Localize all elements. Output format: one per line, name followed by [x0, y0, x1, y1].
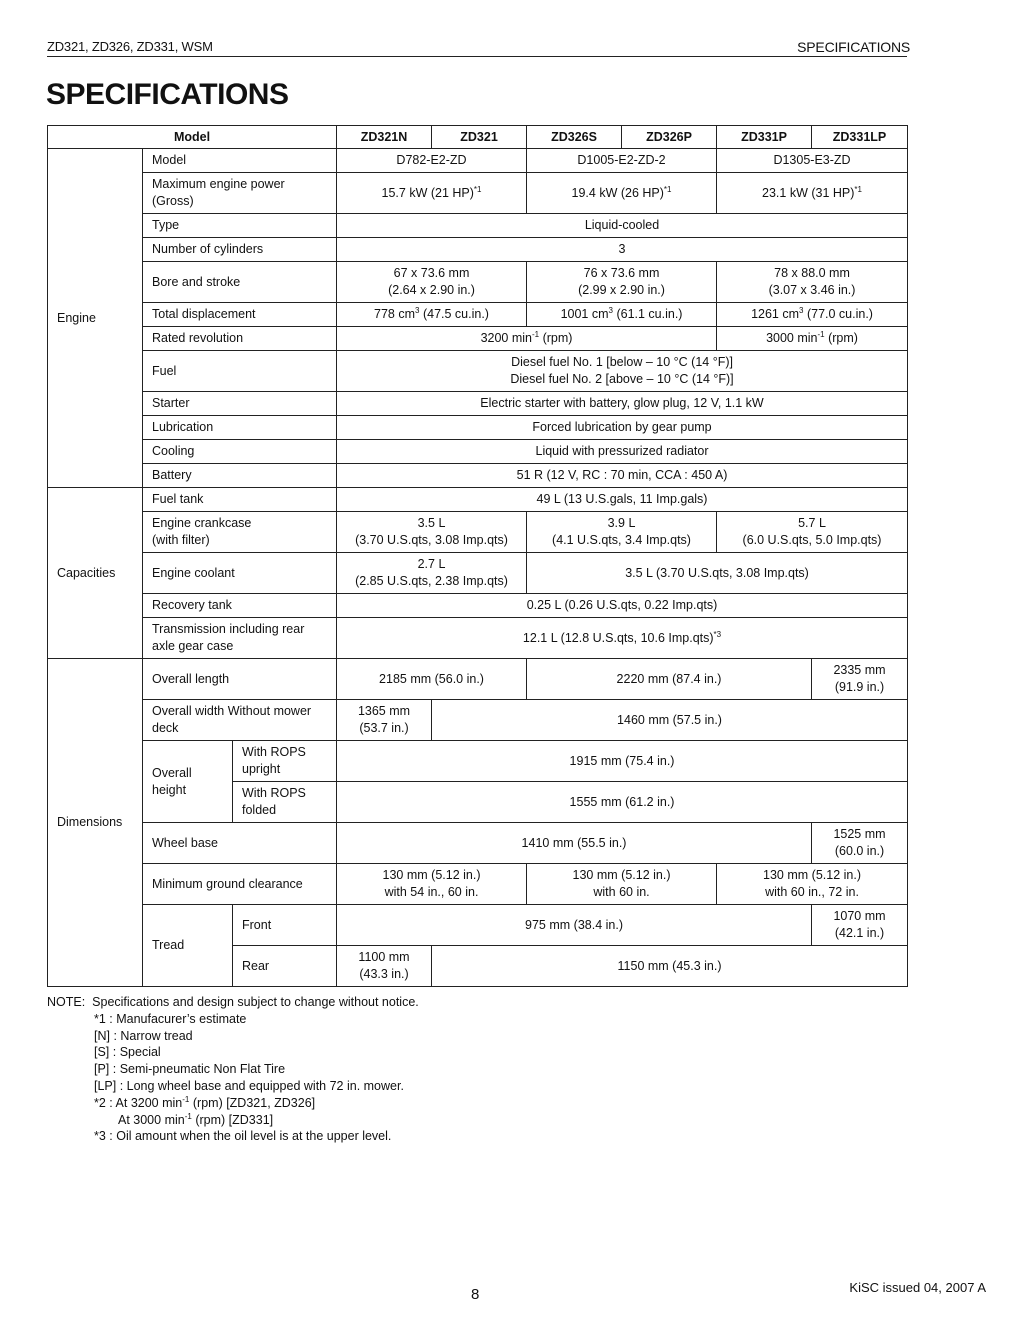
table-row	[48, 700, 908, 741]
table-row	[48, 351, 908, 392]
note-item: At 3000 $\min^{-1} (rpm)$ [ZD331]	[118, 1111, 274, 1127]
running-header-left: ZD321, ZD326, ZD331, WSM	[47, 39, 213, 54]
cell-value: 1001 $cm^3$ (61.1 cu.in.)	[527, 303, 717, 327]
row-label: Maximum engine power (Gross)	[143, 173, 337, 214]
category-engine: Engine	[48, 149, 143, 488]
header-zd331p: ZD331P	[717, 126, 812, 149]
cell-value: 1555 mm (61.2 in.)	[337, 782, 908, 823]
note-item: [LP] : Long wheel base and equipped with 72 in. mower.	[94, 1078, 404, 1093]
cell-value: 1261 $cm^3$ (77.0 cu.in.)	[717, 303, 908, 327]
cell-value: 49 L (13 U.S.gals, 11 Imp.gals)	[337, 488, 908, 512]
note-line: NOTE: Specifications and design subject to change without notice.	[47, 995, 419, 1009]
cell-value: 0.25 L (0.26 U.S.qts, 0.22 Imp.qts)	[337, 594, 908, 618]
cell-value: Electric starter with battery, glow plug, 12 V, 1.1 kW	[337, 392, 908, 416]
category-capacities: Capacities	[48, 488, 143, 659]
row-label: Cooling	[143, 440, 337, 464]
row-label-overall-height: Overall height	[143, 741, 233, 823]
row-label: Minimum ground clearance	[143, 864, 337, 905]
cell-value: 3	[337, 238, 908, 262]
cell-value: 5.7 L (6.0 U.S.qts, 5.0 Imp.qts)	[717, 512, 908, 553]
notes-section	[47, 994, 419, 1145]
row-sublabel: With ROPS upright	[233, 741, 337, 782]
table-row	[48, 594, 908, 618]
table-row	[48, 392, 908, 416]
table-row	[48, 512, 908, 553]
cell-value: 2185 mm (56.0 in.)	[337, 659, 527, 700]
cell-value: 778 $cm^3$ (47.5 cu.in.)	[337, 303, 527, 327]
row-label: Battery	[143, 464, 337, 488]
cell-value: 1070 mm (42.1 in.)	[812, 905, 908, 946]
cell-value: 23.1 kW (31 HP)$^{*1}$	[717, 173, 908, 214]
cell-value: 19.4 kW (26 HP)$^{*1}$	[527, 173, 717, 214]
cell-value: Liquid-cooled	[337, 214, 908, 238]
cell-value: 1915 mm (75.4 in.)	[337, 741, 908, 782]
row-sublabel: Rear	[233, 946, 337, 987]
cell-value: 78 x 88.0 mm (3.07 x 3.46 in.)	[717, 262, 908, 303]
header-zd326s: ZD326S	[527, 126, 622, 149]
cell-value: 3.5 L (3.70 U.S.qts, 3.08 Imp.qts)	[337, 512, 527, 553]
row-label: Wheel base	[143, 823, 337, 864]
note-item: [N] : Narrow tread	[94, 1028, 193, 1043]
row-label: Rated revolution	[143, 327, 337, 351]
table-row	[48, 327, 908, 351]
row-label: Bore and stroke	[143, 262, 337, 303]
row-label: Type	[143, 214, 337, 238]
issue-stamp: KiSC issued 04, 2007 A	[849, 1280, 986, 1295]
cell-value: 1410 mm (55.5 in.)	[337, 823, 812, 864]
cell-value: 3.5 L (3.70 U.S.qts, 3.08 Imp.qts)	[527, 553, 908, 594]
cell-value: D1305-E3-ZD	[717, 149, 908, 173]
cell-value: 3000 $\min^{-1} (rpm)$	[717, 327, 908, 351]
cell-value: 130 mm (5.12 in.) with 60 in., 72 in.	[717, 864, 908, 905]
row-label: Engine crankcase (with filter)	[143, 512, 337, 553]
row-label: Starter	[143, 392, 337, 416]
row-label: Engine coolant	[143, 553, 337, 594]
note-item: *1 : Manufacurer’s estimate	[94, 1011, 247, 1026]
cell-value: 67 x 73.6 mm (2.64 x 2.90 in.)	[337, 262, 527, 303]
row-sublabel: Front	[233, 905, 337, 946]
row-label: Lubrication	[143, 416, 337, 440]
table-row	[48, 464, 908, 488]
table-row	[48, 440, 908, 464]
cell-value: Forced lubrication by gear pump	[337, 416, 908, 440]
cell-value: 1460 mm (57.5 in.)	[432, 700, 908, 741]
running-header-right: SPECIFICATIONS	[797, 39, 910, 55]
table-row	[48, 553, 908, 594]
cell-value: Diesel fuel No. 1 [below – 10 °C (14 °F)] Diesel fuel No. 2 [above – 10 °C (14 °F)]	[337, 351, 908, 392]
table-row	[48, 238, 908, 262]
cell-value: 51 R (12 V, RC : 70 min, CCA : 450 A)	[337, 464, 908, 488]
row-label: Transmission including rear axle gear case	[143, 618, 337, 659]
cell-value: 3200 $\min^{-1} (rpm)$	[337, 327, 717, 351]
note-item: [S] : Special	[94, 1045, 161, 1060]
cell-value: 1365 mm (53.7 in.)	[337, 700, 432, 741]
cell-value: Liquid with pressurized radiator	[337, 440, 908, 464]
cell-value: 2.7 L (2.85 U.S.qts, 2.38 Imp.qts)	[337, 553, 527, 594]
row-label: Fuel	[143, 351, 337, 392]
table-row	[48, 214, 908, 238]
cell-value: 15.7 kW (21 HP)$^{*1}$	[337, 173, 527, 214]
header-zd321: ZD321	[432, 126, 527, 149]
table-row	[48, 173, 908, 214]
cell-value: 130 mm (5.12 in.) with 54 in., 60 in.	[337, 864, 527, 905]
specifications-table	[47, 125, 908, 987]
row-label: Overall width Without mower deck	[143, 700, 337, 741]
note-item: *3 : Oil amount when the oil level is at the upper level.	[94, 1129, 392, 1144]
table-row	[48, 659, 908, 700]
category-dimensions: Dimensions	[48, 659, 143, 987]
row-label: Total displacement	[143, 303, 337, 327]
header-model: Model	[48, 126, 337, 149]
table-row	[48, 618, 908, 659]
cell-value: 130 mm (5.12 in.) with 60 in.	[527, 864, 717, 905]
row-sublabel: With ROPS folded	[233, 782, 337, 823]
page-title: SPECIFICATIONS	[46, 78, 289, 111]
cell-value: 1100 mm (43.3 in.)	[337, 946, 432, 987]
cell-value: 3.9 L (4.1 U.S.qts, 3.4 Imp.qts)	[527, 512, 717, 553]
row-label: Overall length	[143, 659, 337, 700]
cell-value: D1005-E2-ZD-2	[527, 149, 717, 173]
table-row	[48, 149, 908, 173]
row-label-tread: Tread	[143, 905, 233, 987]
header-zd331lp: ZD331LP	[812, 126, 908, 149]
header-zd326p: ZD326P	[622, 126, 717, 149]
header-rule	[47, 56, 907, 57]
header-zd321n: ZD321N	[337, 126, 432, 149]
cell-value: 1150 mm (45.3 in.)	[432, 946, 908, 987]
cell-value: D782-E2-ZD	[337, 149, 527, 173]
cell-value: 76 x 73.6 mm (2.99 x 2.90 in.)	[527, 262, 717, 303]
table-row	[48, 416, 908, 440]
note-item: [P] : Semi-pneumatic Non Flat Tire	[94, 1062, 286, 1077]
table-row	[48, 905, 908, 946]
note-item: *2 : At 3200 $\min^{-1} (rpm)$ [ZD321, ZD326]	[94, 1094, 316, 1110]
table-row	[48, 303, 908, 327]
cell-value: 2335 mm (91.9 in.)	[812, 659, 908, 700]
table-row	[48, 488, 908, 512]
row-label: Number of cylinders	[143, 238, 337, 262]
table-row	[48, 864, 908, 905]
page-number: 8	[471, 1286, 480, 1303]
table-header-row	[48, 126, 908, 149]
cell-value: 975 mm (38.4 in.)	[337, 905, 812, 946]
cell-value: 1525 mm (60.0 in.)	[812, 823, 908, 864]
row-label: Recovery tank	[143, 594, 337, 618]
table-row	[48, 741, 908, 782]
row-label: Model	[143, 149, 337, 173]
table-row	[48, 262, 908, 303]
cell-value: 2220 mm (87.4 in.)	[527, 659, 812, 700]
cell-value: 12.1 L (12.8 U.S.qts, 10.6 Imp.qts)$^{*3}$	[337, 618, 908, 659]
row-label: Fuel tank	[143, 488, 337, 512]
table-row	[48, 823, 908, 864]
